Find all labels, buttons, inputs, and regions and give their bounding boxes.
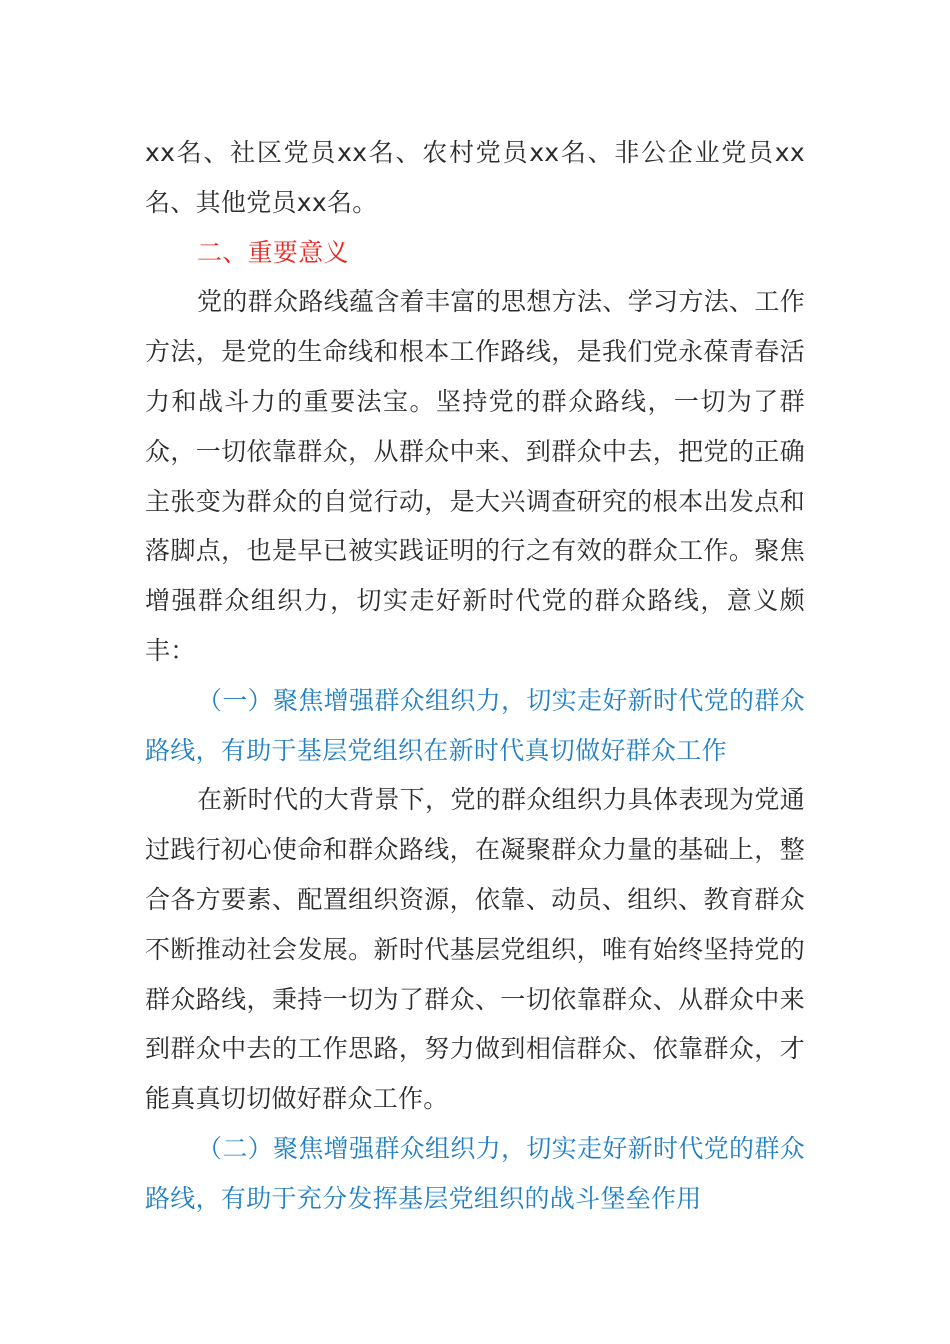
paragraph-new-era: 在新时代的大背景下，党的群众组织力具体表现为党通过践行初心使命和群众路线，在凝聚群众力量的基础上，整合各方要素、配置组织资源，依靠、动员、组织、教育群众不断推动社会发展。新时代基层党组织，唯有始终坚持党的群众路线，秉持一切为了群众、一切依靠群众、从群众中来到群众中去的工作思路，努力做到相信群众、依靠群众，才能真真切切做好群众工作。 <box>145 785 805 1114</box>
subheading-one: （一）聚焦增强群众组织力，切实走好新时代党的群众路线，有助于基层党组织在新时代真切做好群众工作 <box>145 685 805 765</box>
section-heading-significance: 二、重要意义 <box>197 237 349 267</box>
paragraph-mass-line-intro: 党的群众路线蕴含着丰富的思想方法、学习方法、工作方法，是党的生命线和根本工作路线，是我们党永葆青春活力和战斗力的重要法宝。坚持党的群众路线，一切为了群众，一切依靠群众，从群众中来、到群众中去，把党的正确主张变为群众的自觉行动，是大兴调查研究的根本出发点和落脚点，也是早已被实践证明的行之有效的群众工作。聚焦增强群众组织力，切实走好新时代党的群众路线，意义颇丰： <box>145 287 805 665</box>
document-body <box>145 128 805 1224</box>
subheading-two: （二）聚焦增强群众组织力，切实走好新时代党的群众路线，有助于充分发挥基层党组织的战斗堡垒作用 <box>145 1133 805 1213</box>
paragraph-member-counts: xx名、社区党员xx名、农村党员xx名、非公企业党员xx名、其他党员xx名。 <box>145 138 805 217</box>
